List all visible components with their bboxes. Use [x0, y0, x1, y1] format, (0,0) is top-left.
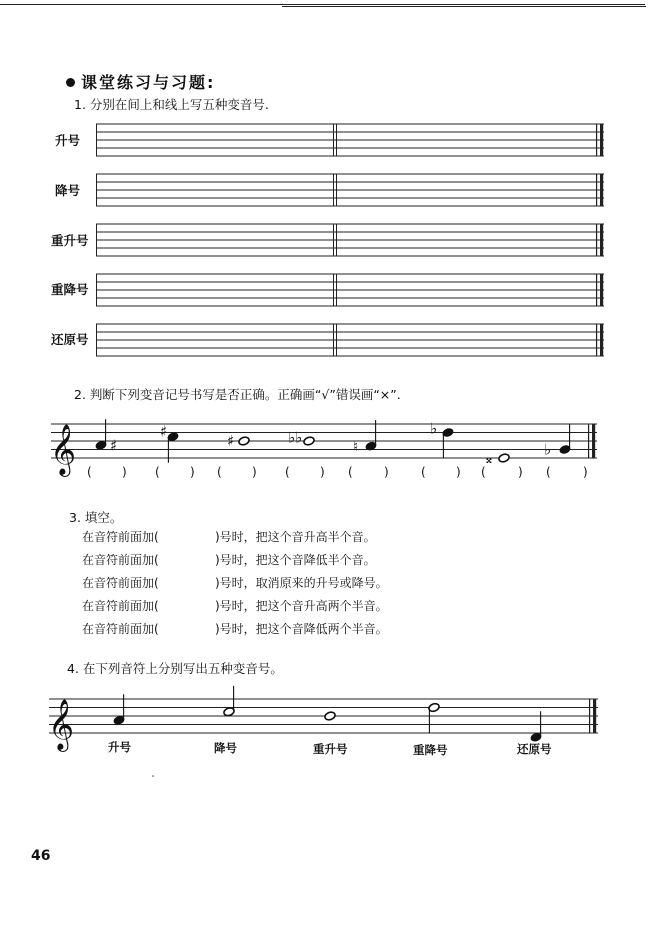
answer-paren-open[interactable]: ( [546, 465, 551, 479]
q4-label-double-flat: 重降号 [413, 743, 448, 757]
staff-label-sharp: 升号 [55, 133, 81, 148]
staff-label-natural: 还原号 [51, 332, 89, 347]
notehead [324, 711, 336, 721]
sharp-icon: ♯ [110, 436, 118, 455]
flat-icon: ♭ [288, 428, 296, 447]
q4-label-natural: 还原号 [517, 742, 552, 756]
q3-line-suffix: )号时，把这个音降低两个半音。 [215, 622, 388, 636]
q3-line-prefix: 在音符前面加( [82, 553, 159, 567]
section-title-text: 课堂练习与习题: [81, 73, 216, 92]
q4-note-4 [428, 702, 440, 733]
q4-note-3 [324, 711, 336, 721]
answer-paren-close: ) [583, 465, 588, 479]
q3-line-suffix: )号时，把这个音升高两个半音。 [215, 599, 388, 613]
answer-paren-open[interactable]: ( [87, 465, 92, 479]
q4-label-sharp: 升号 [108, 740, 131, 754]
q3-line-prefix: 在音符前面加( [82, 576, 159, 590]
natural-icon: ♮ [353, 439, 359, 456]
answer-paren-close: ) [320, 465, 325, 479]
answer-paren-open[interactable]: ( [155, 465, 160, 479]
answer-paren-close: ) [190, 465, 195, 479]
q3-line-suffix: )号时，取消原来的升号或降号。 [215, 576, 388, 590]
q3-line-suffix: )号时，把这个音升高半个音。 [215, 530, 376, 544]
staff-label-flat: 降号 [55, 183, 81, 198]
sharp-icon: ♯ [160, 422, 168, 441]
page-number: 46 [31, 848, 51, 864]
q4-label-double-sharp: 重升号 [313, 742, 348, 756]
staff-label-double-flat: 重降号 [51, 282, 89, 297]
flat-icon: ♭ [430, 419, 438, 438]
q3-title: 3. 填空。 [69, 510, 123, 525]
answer-paren-open[interactable]: ( [481, 465, 486, 479]
answer-paren-close: ) [252, 465, 257, 479]
answer-paren-open[interactable]: ( [285, 465, 290, 479]
q4-barline-thin [589, 699, 590, 733]
answer-paren-close: ) [122, 465, 127, 479]
treble-clef-icon: 𝄞 [48, 699, 75, 750]
answer-paren-close: ) [518, 465, 523, 479]
answer-paren-open[interactable]: ( [217, 465, 222, 479]
flat-icon: ♭ [544, 440, 552, 459]
answer-paren-open[interactable]: ( [348, 465, 353, 479]
treble-clef-icon: 𝄞 [50, 424, 77, 475]
answer-paren-close: ) [384, 465, 389, 479]
q1-prompt: 1. 分别在间上和线上写五种变音号. [74, 97, 269, 112]
double-sharp-icon: 𝄪 [486, 452, 492, 467]
q4-staff-lines [49, 699, 598, 733]
answer-paren-close: ) [456, 465, 461, 479]
q3-line-suffix: )号时，把这个音降低半个音。 [215, 553, 376, 567]
q4-label-flat: 降号 [214, 741, 237, 755]
q3-line-prefix: 在音符前面加( [82, 530, 159, 544]
sharp-icon: ♯ [227, 432, 235, 450]
stray-dot [152, 775, 154, 777]
q3-line-prefix: 在音符前面加( [82, 622, 159, 636]
q2-prompt: 2. 判断下列变音记号书写是否正确。正确画“√”错误画“×”. [74, 387, 401, 402]
q3-line-prefix: 在音符前面加( [82, 599, 159, 613]
staff-label-double-sharp: 重升号 [51, 233, 89, 248]
answer-paren-open[interactable]: ( [421, 465, 426, 479]
q4-barline-thick [593, 699, 596, 733]
q4-prompt: 4. 在下列音符上分别写出五种变音号。 [67, 661, 283, 676]
q4-note-2 [223, 686, 235, 717]
flat-icon: ♭ [295, 428, 303, 447]
